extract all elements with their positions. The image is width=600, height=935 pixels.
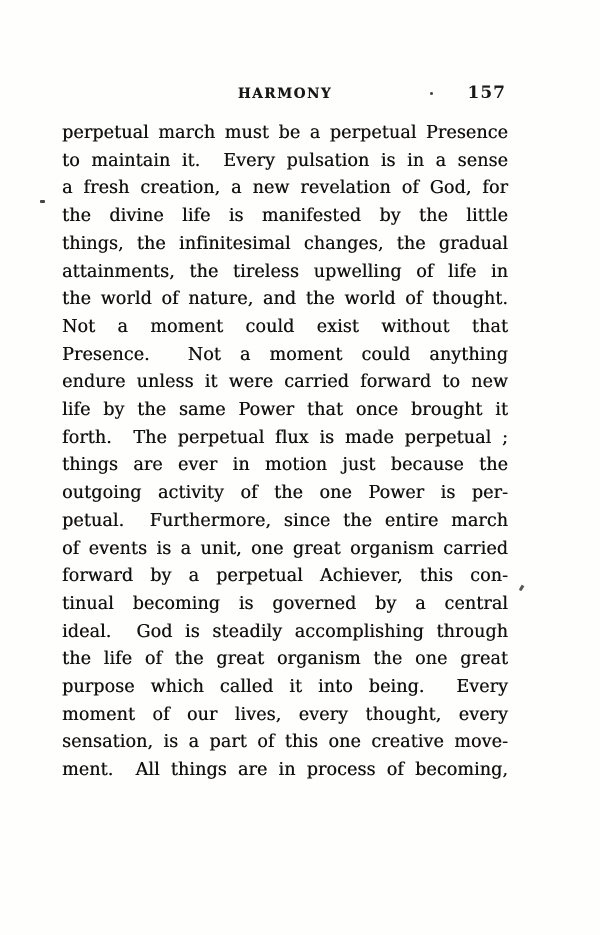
text-line: a fresh creation, a new revelation of God, for xyxy=(62,178,508,199)
page-number: 157 xyxy=(467,83,506,103)
text-line: Presence. Not a moment could anything xyxy=(62,344,508,365)
running-header xyxy=(62,83,508,106)
chapter-title: HARMONY xyxy=(237,86,333,102)
text-line: forth. The perpetual flux is made perpetual ; xyxy=(62,427,508,448)
text-line: purpose which called it into being. Every xyxy=(62,677,508,698)
text-line: perpetual march must be a perpetual Presence xyxy=(62,123,508,143)
text-line: to maintain it. Every pulsation is in a sense xyxy=(62,150,508,171)
text-line: Not a moment could exist without that xyxy=(62,316,508,337)
text-line: ment. All things are in process of becoming, xyxy=(62,760,508,781)
text-line: the life of the great organism the one great xyxy=(62,649,508,670)
text-line: the divine life is manifested by the little xyxy=(62,206,508,227)
scan-speck-header xyxy=(430,92,433,95)
scan-speck-right-margin xyxy=(519,585,525,592)
scan-speck-left-margin xyxy=(40,200,45,203)
text-line: forward by a perpetual Achiever, this con- xyxy=(62,566,508,587)
text-line: outgoing activity of the one Power is per- xyxy=(62,483,508,504)
text-line: sensation, is a part of this one creative move- xyxy=(62,732,508,753)
text-line: the world of nature, and the world of thought. xyxy=(62,289,508,310)
text-line: things are ever in motion just because the xyxy=(62,455,508,476)
text-line: life by the same Power that once brought it xyxy=(62,400,508,421)
text-line: attainments, the tireless upwelling of life in xyxy=(62,261,508,282)
text-line: of events is a unit, one great organism carried xyxy=(62,538,508,559)
text-line: endure unless it were carried forward to new xyxy=(62,372,508,393)
body-text xyxy=(62,120,508,785)
text-line: things, the infinitesimal changes, the gradual xyxy=(62,233,508,254)
text-line: petual. Furthermore, since the entire march xyxy=(62,510,508,531)
text-line: ideal. God is steadily accomplishing through xyxy=(62,621,508,642)
text-line: moment of our lives, every thought, every xyxy=(62,704,508,725)
text-line: tinual becoming is governed by a central xyxy=(62,593,508,614)
